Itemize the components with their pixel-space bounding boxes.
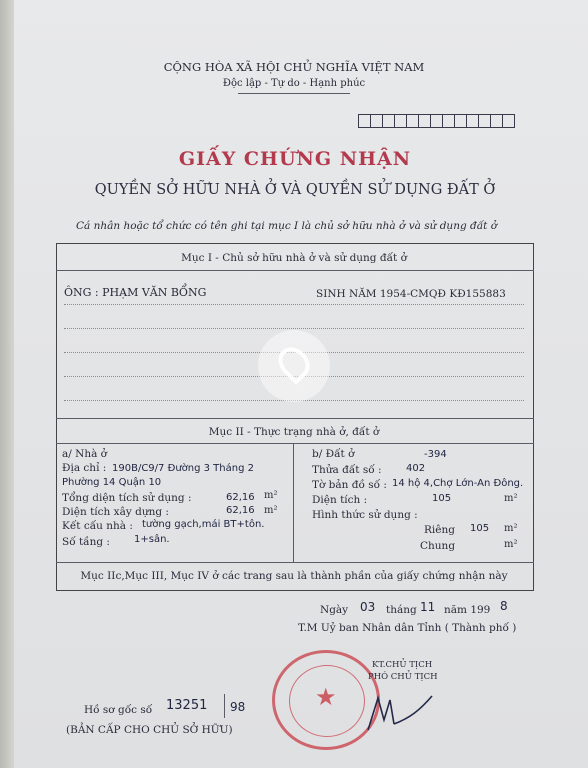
- date-day-label: Ngày: [320, 604, 349, 616]
- official-seal: ★: [272, 650, 380, 750]
- map-value: 14 hộ 4,Chợ Lớn-An Đông.: [392, 478, 524, 489]
- section1-divider: [56, 270, 534, 271]
- house-label: a/ Nhà ở: [62, 448, 108, 460]
- floors-value: 1+sân.: [134, 534, 170, 545]
- build-area-unit: m²: [264, 505, 278, 516]
- motto-underline: [238, 93, 350, 94]
- footer-note: Mục IIc,Mục III, Mục IV ở các trang sau là thành phần của giấy chứng nhận này: [80, 570, 508, 582]
- date-day: 03: [360, 600, 376, 614]
- build-area-label: Diện tích xây dựng :: [62, 506, 169, 518]
- section2-divider-top: [56, 418, 534, 419]
- record-label: Hồ sơ gốc số: [84, 704, 153, 716]
- date-month-label: tháng: [386, 604, 417, 616]
- country-name: CỘNG HÒA XÃ HỘI CHỦ NGHĨA VIỆT NAM: [163, 60, 425, 74]
- page-edge: [0, 0, 14, 768]
- floor-area-unit: m²: [264, 490, 278, 501]
- authority: T.M Uỷ ban Nhân dân Tỉnh ( Thành phố ): [298, 622, 517, 634]
- floor-area-value: 62,16: [226, 492, 255, 503]
- use-label: Hình thức sử dụng :: [312, 509, 418, 521]
- plot-value: 402: [406, 463, 426, 474]
- shared-unit: m²: [504, 539, 518, 550]
- area-label: Diện tích :: [312, 494, 368, 506]
- section2-heading: Mục II - Thực trạng nhà ở, đất ở: [208, 426, 380, 438]
- area-value: 105: [432, 493, 452, 504]
- plot-label: Thửa đất số :: [312, 464, 382, 476]
- private-label: Riêng: [424, 524, 455, 536]
- record-separator: [224, 694, 225, 718]
- handwritten-signature: [360, 690, 440, 740]
- address-label: Địa chỉ :: [62, 462, 107, 474]
- dotted-line: [64, 328, 524, 329]
- shared-label: Chung: [420, 540, 456, 552]
- certificate-title: GIẤY CHỨNG NHẬN: [178, 148, 412, 170]
- address-line1: 190B/C9/7 Đường 3 Tháng 2: [112, 463, 254, 474]
- address-line2: Phường 14 Quận 10: [62, 477, 162, 488]
- date-month: 11: [420, 600, 436, 614]
- section2-divider: [56, 443, 534, 444]
- land-note: -394: [424, 449, 447, 460]
- section1-heading: Mục I - Chủ sở hữu nhà ở và sử dụng đất ở: [181, 252, 407, 264]
- owner-birth-id: SINH NĂM 1954-CMQĐ KĐ155883: [316, 288, 506, 300]
- land-label: b/ Đất ở: [312, 448, 355, 460]
- map-label: Tờ bản đồ số :: [312, 479, 387, 491]
- section2-column-divider: [293, 443, 294, 562]
- record-suffix: 98: [230, 700, 246, 714]
- owner-name: ÔNG : PHẠM VĂN BỔNG: [64, 286, 207, 299]
- dotted-line: [64, 304, 524, 305]
- private-unit: m²: [504, 523, 518, 534]
- floors-label: Số tầng :: [62, 536, 110, 548]
- record-note: (BẢN CẤP CHO CHỦ SỞ HỮU): [66, 724, 233, 736]
- date-year-label: năm 199: [444, 604, 491, 616]
- structure-value: tường gạch,mái BT+tôn.: [142, 519, 265, 530]
- footer-divider: [56, 562, 534, 563]
- watermark-logo: [258, 330, 330, 402]
- signature-title-1: KT.CHỦ TỊCH: [372, 660, 433, 670]
- floor-area-label: Tổng diện tích sử dụng :: [62, 492, 192, 504]
- record-number: 13251: [166, 698, 208, 713]
- structure-label: Kết cấu nhà :: [62, 520, 133, 532]
- signature-title-2: PHÓ CHỦ TỊCH: [368, 672, 438, 682]
- private-value: 105: [470, 523, 490, 534]
- intro-text: Cá nhân hoặc tổ chức có tên ghi tại mục I là chủ sở hữu nhà ở và sử dụng đất ở: [76, 220, 498, 232]
- certificate-subtitle: QUYỀN SỞ HỮU NHÀ Ở VÀ QUYỀN SỬ DỤNG ĐẤT Ở: [94, 182, 496, 198]
- build-area-value: 62,16: [226, 505, 255, 516]
- date-year-digit: 8: [500, 599, 508, 613]
- motto: Độc lập - Tự do - Hạnh phúc: [222, 78, 366, 89]
- area-unit: m²: [504, 493, 518, 504]
- serial-boxes: [358, 114, 514, 128]
